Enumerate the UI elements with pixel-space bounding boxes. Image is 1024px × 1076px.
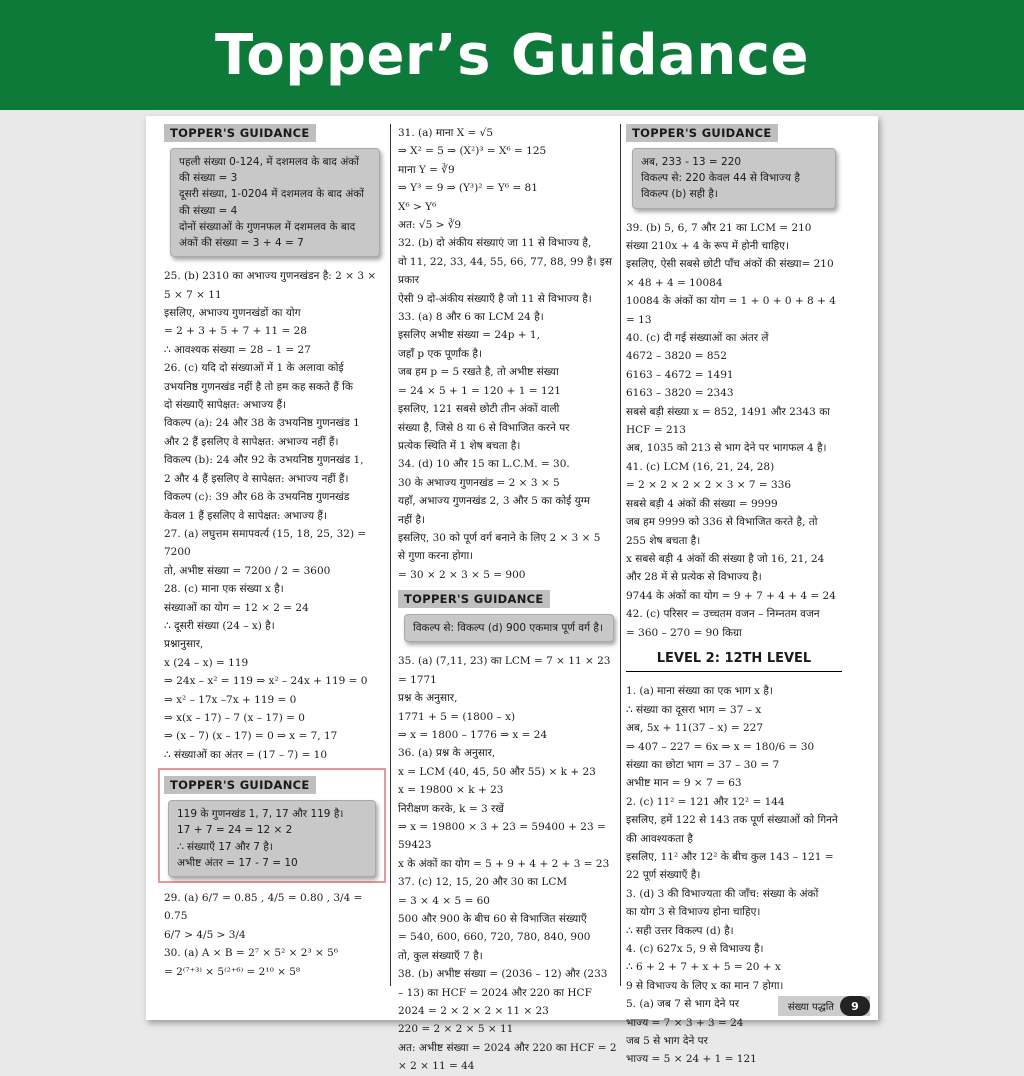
text-line: 9 से विभाज्य के लिए x का मान 7 होगा।: [626, 979, 784, 992]
text-line: X⁶ > Y⁶: [398, 200, 437, 213]
text-line: 2 और 4 हैं इसलिए वे सापेक्षत: अभाज्य नहीं हैं।: [164, 472, 349, 485]
text-line: विकल्प (c): 39 और 68 के उभयनिष्ठ गुणनखंड: [164, 491, 350, 504]
text-line: जहाँ p एक पूर्णांक है।: [398, 347, 482, 360]
text-line: इसलिए, 30 को पूर्ण वर्ग बनाने के लिए 2 × 3 × 5: [398, 531, 601, 544]
text-line: 2. (c) 11² = 121 और 12² = 144: [626, 795, 785, 808]
text-line: ⇒ (x – 7) (x – 17) = 0 ⇒ x = 7, 17: [164, 730, 338, 743]
text-line: 32. (b) दो अंकीय संख्याएं जा 11 से विभाज्य है,: [398, 237, 592, 250]
text-line: 255 शेष बचता है।: [626, 534, 701, 547]
text-line: और 2 हैं इसलिए वे सापेक्षत: अभाज्य नहीं हैं।: [164, 435, 339, 448]
text-line: = 2 + 3 + 5 + 7 + 11 = 28: [164, 325, 307, 338]
text-line: 6/7 > 4/5 > 3/4: [164, 928, 246, 941]
text-line: = 24 × 5 + 1 = 120 + 1 = 121: [398, 384, 561, 397]
text-line: ∴ दूसरी संख्या (24 – x) है।: [164, 619, 275, 632]
text-line: अत: √5 > ∛9: [398, 219, 462, 232]
text-line: 25. (b) 2310 का अभाज्य गुणनखंडन है: 2 × 3 ×: [164, 270, 377, 283]
text-line: से गुणा करना होगा।: [398, 550, 474, 563]
text-line: की संख्या = 4: [179, 204, 238, 217]
text-line: इसलिए, अभाज्य गुणनखंडों का योग: [164, 307, 301, 320]
text-line: 119 के गुणनखंड 1, 7, 17 और 119 है।: [177, 808, 344, 821]
text-line: इसलिए, 121 सबसे छोटी तीन अंकों वाली: [398, 403, 560, 416]
text-line: 6163 – 3820 = 2343: [626, 387, 734, 400]
text-line: अब, 233 - 13 = 220: [641, 156, 742, 168]
text-line: 4. (c) 627x 5, 9 से विभाज्य है।: [626, 943, 764, 956]
text-line: अत: अभीष्ट संख्या = 2024 और 220 का HCF = 2: [398, 1041, 617, 1054]
text-line: भाज्य = 7 × 3 + 3 = 24: [626, 1016, 744, 1029]
text-line: 31. (a) माना X = √5: [398, 127, 494, 139]
text-line: निरीक्षण करके, k = 3 रखें: [398, 802, 504, 815]
guidance-box: [404, 614, 614, 642]
text-line: x (24 – x) = 119: [164, 656, 249, 669]
column-1: [164, 124, 386, 981]
text-line: x = 19800 × k + 23: [398, 784, 504, 797]
text-line: = 2⁽⁷⁺³⁾ × 5⁽²⁺⁶⁾ = 2¹⁰ × 5⁸: [164, 965, 301, 978]
column-3: [626, 124, 842, 1069]
page-number: 9: [840, 996, 870, 1016]
text-line: ∴ आवश्यक संख्या = 28 – 1 = 27: [164, 343, 311, 356]
text-line: – 13) का HCF = 2024 और 220 का HCF: [398, 986, 592, 999]
text-line: अब, 1035 को 213 से भाग देने पर भागफल 4 है।: [626, 442, 827, 455]
text-line: अब, 5x + 11(37 – x) = 227: [626, 722, 764, 735]
text-line: ⇒ 407 – 227 = 6x ⇒ x = 180/6 = 30: [626, 740, 815, 753]
text-line: 33. (a) 8 और 6 का LCM 24 है।: [398, 311, 544, 324]
text-line: जब 5 से भाग देने पर: [626, 1035, 708, 1048]
text-line: × 48 + 4 = 10084: [626, 276, 723, 289]
text-line: तो, कुल संख्याएँ 7 है।: [398, 949, 483, 962]
text-line: ∴ संख्या का दूसरा भाग = 37 – x: [626, 703, 762, 716]
text-line: 27. (a) लघुत्तम समापवर्त्य (15, 18, 25, 32) = 7200: [164, 527, 367, 559]
solution-text: [398, 652, 620, 1075]
text-line: 5. (a) जब 7 से भाग देने पर: [626, 998, 740, 1011]
text-line: भाज्य = 5 × 24 + 1 = 121: [626, 1053, 757, 1066]
text-line: x = LCM (40, 45, 50 और 55) × k + 23: [398, 765, 596, 778]
text-line: 10084 के अंकों का योग = 1 + 0 + 0 + 8 + 4 = 13: [626, 295, 836, 326]
text-line: दूसरी संख्या, 1-0204 में दशमलव के बाद अंकों: [179, 188, 365, 201]
text-line: ⇒ 24x – x² = 119 ⇒ x² – 24x + 119 = 0: [164, 675, 368, 688]
toppers-guidance-tag: TOPPER'S GUIDANCE: [398, 590, 550, 608]
text-line: 9744 के अंकों का योग = 9 + 7 + 4 + 4 = 24: [626, 589, 836, 602]
text-line: केवल 1 हैं इसलिए वे सापेक्षत: अभाज्य हैं।: [164, 509, 327, 522]
text-line: 29. (a) 6/7 = 0.85 , 4/5 = 0.80 , 3/4 = 0.75: [164, 892, 363, 923]
text-line: = 30 × 2 × 3 × 5 = 900: [398, 568, 526, 581]
text-line: जब हम 9999 को 336 से विभाजित करते है, तो: [626, 516, 818, 529]
toppers-guidance-tag: TOPPER'S GUIDANCE: [164, 124, 316, 142]
text-line: 220 = 2 × 2 × 5 × 11: [398, 1023, 514, 1036]
text-line: x सबसे बड़ी 4 अंकों की संख्या है जो 16, 21, 24: [626, 552, 825, 565]
text-line: सबसे बड़ी 4 अंकों की संख्या = 9999: [626, 497, 778, 510]
text-line: ∴ संख्याओं का अंतर = (17 – 7) = 10: [164, 748, 328, 761]
text-line: अभीष्ट अंतर = 17 - 7 = 10: [177, 856, 298, 869]
guidance-box: [168, 800, 376, 877]
toppers-guidance-tag: TOPPER'S GUIDANCE: [164, 776, 316, 794]
text-line: x के अंकों का योग = 5 + 9 + 4 + 2 + 3 = 23: [398, 857, 610, 870]
text-line: नहीं है।: [398, 513, 426, 526]
solution-text: [164, 267, 386, 764]
text-line: 34. (d) 10 और 15 का L.C.M. = 30.: [398, 458, 570, 471]
text-line: संख्या है, जिसे 8 या 6 से विभाजित करने पर: [398, 421, 570, 434]
text-line: ⇒ x² – 17x –7x + 119 = 0: [164, 693, 297, 706]
text-line: पहली संख्या 0-124, में दशमलव के बाद अंकों: [179, 156, 360, 168]
text-line: ⇒ X² = 5 ⇒ (X²)³ = X⁶ = 125: [398, 145, 547, 158]
text-line: 42. (c) परिसर = उच्चतम वजन – निम्नतम वजन: [626, 608, 820, 621]
text-line: ∴ संख्याएँ 17 और 7 है।: [177, 840, 273, 853]
guidance-box: [170, 148, 380, 257]
text-line: विकल्प (b): 24 और 92 के उभयनिष्ठ गुणनखंड 1,: [164, 454, 364, 467]
text-line: की संख्या = 3: [179, 172, 238, 185]
text-line: HCF = 213: [626, 424, 686, 437]
text-line: × 2 × 11 = 44: [398, 1060, 475, 1073]
text-line: प्रत्येक स्थिति में 1 शेष बचता है।: [398, 439, 521, 452]
highlight-frame: [158, 768, 386, 883]
text-line: ∴ 6 + 2 + 7 + x + 5 = 20 + x: [626, 961, 781, 974]
text-line: 26. (c) यदि दो संख्याओं में 1 के अलावा कोई: [164, 362, 344, 375]
column-2: [398, 124, 620, 1076]
solution-text: [164, 889, 386, 981]
book-page: [146, 116, 878, 1073]
text-line: 1771 + 5 = (1800 – x): [398, 710, 516, 723]
column-divider: [390, 124, 391, 986]
text-line: = 2 × 2 × 2 × 2 × 3 × 7 = 336: [626, 479, 792, 492]
text-line: ⇒ Y³ = 9 ⇒ (Y³)² = Y⁶ = 81: [398, 182, 538, 195]
text-line: संख्याओं का योग = 12 × 2 = 24: [164, 601, 309, 614]
text-line: ऐसी 9 दो-अंकीय संख्याएँ है जो 11 से विभाज्य है।: [398, 292, 592, 305]
text-line: इसलिए, ऐसी सबसे छोटी पाँच अंकों की संख्या= 210: [626, 258, 834, 271]
text-line: का योग 3 से विभाज्य होना चाहिए।: [626, 906, 761, 919]
page-footer: [778, 996, 870, 1016]
text-line: 22 पूर्ण संख्याएँ है।: [626, 869, 701, 882]
text-line: दो संख्याएँ सापेक्षत: अभाज्य हैं।: [164, 399, 287, 412]
chapter-name: संख्या पद्धति: [787, 1002, 834, 1013]
text-line: 37. (c) 12, 15, 20 और 30 का LCM: [398, 876, 568, 889]
text-line: 1. (a) माना संख्या का एक भाग x है।: [626, 685, 773, 698]
text-line: = 3 × 4 × 5 = 60: [398, 894, 490, 907]
text-line: 30 के अभाज्य गुणनखंड = 2 × 3 × 5: [398, 476, 560, 489]
text-line: ⇒ x(x – 17) – 7 (x – 17) = 0: [164, 711, 305, 724]
text-line: 28. (c) माना एक संख्या x है।: [164, 583, 284, 596]
guidance-box: [632, 148, 836, 209]
text-line: दोनों संख्याओं के गुणनफल में दशमलव के बाद: [179, 220, 356, 233]
text-line: माना Y = ∛9: [398, 163, 455, 176]
text-line: 2024 = 2 × 2 × 2 × 11 × 23: [398, 1005, 549, 1018]
text-line: = 540, 600, 660, 720, 780, 840, 900: [398, 931, 591, 944]
text-line: 41. (c) LCM (16, 21, 24, 28): [626, 460, 775, 473]
text-line: संख्या का छोटा भाग = 37 – 30 = 7: [626, 758, 780, 771]
text-line: इसलिए, 11² और 12² के बीच कुल 143 – 121 =: [626, 851, 834, 864]
level-heading: LEVEL 2: 12TH LEVEL: [626, 650, 842, 672]
text-line: 36. (a) प्रश्न के अनुसार,: [398, 747, 496, 760]
text-line: 38. (b) अभीष्ट संख्या = (2036 – 12) और (233: [398, 968, 608, 981]
text-line: तो, अभीष्ट संख्या = 7200 / 2 = 3600: [164, 564, 331, 577]
text-line: 40. (c) दी गई संख्याओं का अंतर लें: [626, 332, 769, 345]
text-line: 30. (a) A × B = 2⁷ × 5² × 2³ × 5⁶: [164, 947, 339, 960]
text-line: उभयनिष्ठ गुणनखंड नहीं है तो हम कह सकते हैं कि: [164, 380, 353, 393]
text-line: प्रश्नानुसार,: [164, 638, 204, 651]
text-line: यहाँ, अभाज्य गुणनखंड 2, 3 और 5 का कोई युग्म: [398, 495, 590, 508]
solution-text: [398, 124, 620, 584]
column-divider: [620, 124, 621, 986]
text-line: 5 × 7 × 11: [164, 288, 222, 301]
text-line: विकल्प (a): 24 और 38 के उभयनिष्ठ गुणनखंड 1: [164, 417, 360, 430]
text-line: इसलिए अभीष्ट संख्या = 24p + 1,: [398, 329, 540, 342]
text-line: 35. (a) (7,11, 23) का LCM = 7 × 11 × 23 = 1771: [398, 655, 611, 686]
text-line: इसलिए, हमें 122 से 143 तक पूर्ण संख्याओं को गिनने: [626, 814, 838, 827]
text-line: ⇒ x = 1800 – 1776 ⇒ x = 24: [398, 728, 548, 741]
text-line: और 28 में से प्रत्येक से विभाज्य है।: [626, 571, 762, 584]
header-banner: [0, 0, 1024, 110]
text-line: प्रश्न के अनुसार,: [398, 692, 458, 705]
text-line: वो 11, 22, 33, 44, 55, 66, 77, 88, 99 है। इस प्रकार: [398, 255, 613, 287]
text-line: विकल्प से: विकल्प (d) 900 एकमात्र पूर्ण वर्ग है।: [413, 622, 603, 635]
text-line: जब हम p = 5 रखते है, तो अभीष्ट संख्या: [398, 366, 559, 379]
text-line: विकल्प से: 220 केवल 44 से विभाज्य है: [641, 172, 800, 185]
text-line: ∴ सही उत्तर विकल्प (d) है।: [626, 924, 734, 937]
text-line: 4672 – 3820 = 852: [626, 350, 727, 363]
text-line: अभीष्ट मान = 9 × 7 = 63: [626, 777, 742, 790]
text-line: 17 + 7 = 24 = 12 × 2: [177, 824, 293, 837]
text-line: 39. (b) 5, 6, 7 और 21 का LCM = 210: [626, 221, 812, 234]
text-line: विकल्प (b) सही है।: [641, 188, 718, 201]
text-line: 3. (d) 3 की विभाज्यता की जाँच: संख्या के अंकों: [626, 887, 819, 900]
toppers-guidance-tag: TOPPER'S GUIDANCE: [626, 124, 778, 142]
text-line: ⇒ x = 19800 × 3 + 23 = 59400 + 23 = 59423: [398, 821, 606, 852]
text-line: संख्या 210x + 4 के रूप में होनी चाहिए।: [626, 240, 789, 253]
text-line: = 360 – 270 = 90 किग्रा: [626, 626, 742, 639]
text-line: 500 और 900 के बीच 60 से विभाजित संख्याएँ: [398, 913, 587, 926]
text-line: 6163 – 4672 = 1491: [626, 368, 734, 381]
text-line: की आवश्यकता है: [626, 832, 693, 845]
banner-title: Topper’s Guidance: [215, 22, 809, 88]
text-line: अंकों की संख्या = 3 + 4 = 7: [179, 237, 304, 250]
text-line: सबसे बड़ी संख्या x = 852, 1491 और 2343 का: [626, 405, 830, 418]
solution-text: [626, 219, 842, 642]
